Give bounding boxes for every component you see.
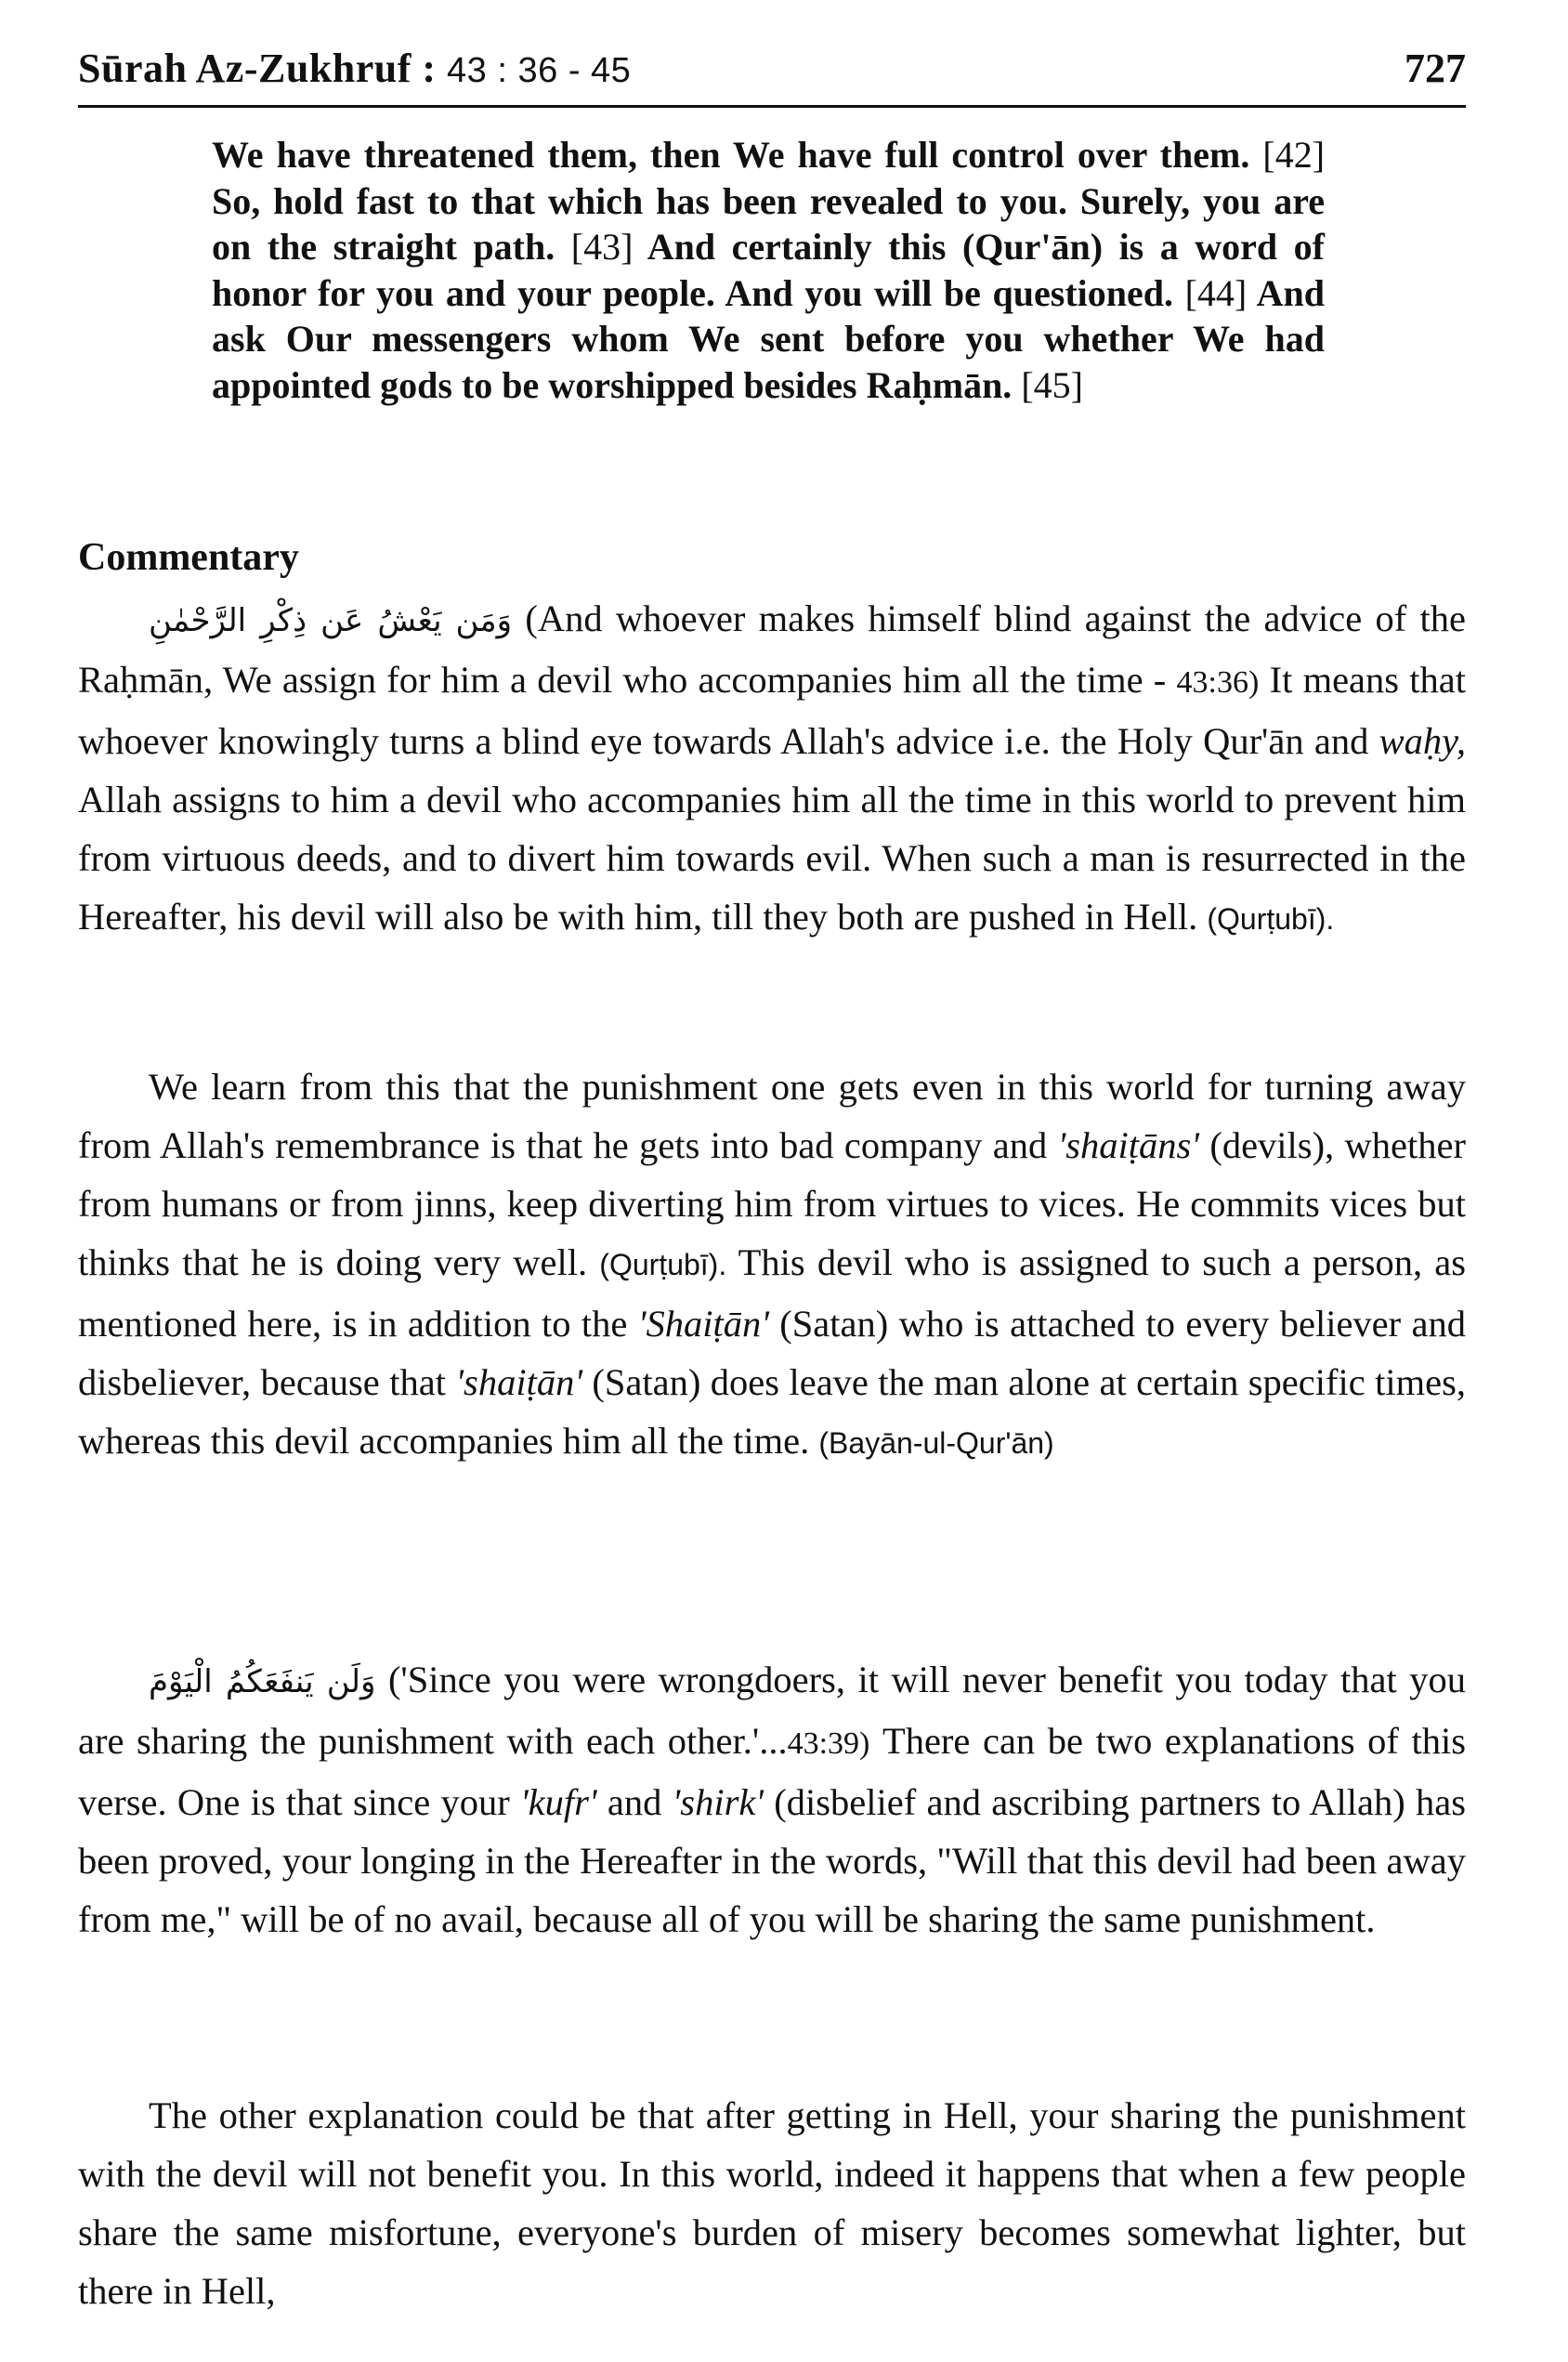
paragraph-text: and <box>607 1781 662 1823</box>
paragraph-text: We learn from this that the punishment one gets even in this world for turning away from Allah's remembrance is that he gets into bad company and <box>78 1066 1466 1166</box>
citation: (Qurṭubī). <box>1207 902 1335 936</box>
commentary-paragraph-2 <box>78 1057 1466 1473</box>
surah-name: Sūrah Az-Zukhruf : <box>78 46 437 91</box>
arabic-quote: وَمَن يَعْشُ عَن ذِكْرِ الرَّحْمٰنِ <box>149 602 513 639</box>
verse-text-45: And ask Our messengers whom We sent before you whether We had appointed gods to be worshipped besides Raḥmān. <box>212 271 1326 406</box>
paragraph-text: (Satan) does leave the man alone at certain specific times, whereas this devil accompanies him all the time. <box>78 1361 1467 1462</box>
paragraph-text: It means that whoever knowingly turns a blind eye towards Allah's advice i.e. the Holy Qur'ān and <box>78 659 1467 762</box>
surah-title <box>78 45 631 92</box>
italic-term: 'shirk' <box>672 1781 764 1823</box>
verse-ref-42: [42] <box>1262 134 1326 176</box>
italic-term: 'Shaiṭān' <box>637 1303 769 1345</box>
citation: (Qurṭubī). <box>599 1248 727 1281</box>
commentary-heading: Commentary <box>78 536 299 579</box>
paragraph-text: (devils), whether from humans or from jinns, keep diverting him from virtues to vices. He commits vices but thinks that he is doing very well. <box>78 1124 1466 1283</box>
verse-text-42: We have threatened them, then We have full control over them. <box>212 134 1250 176</box>
verse-ref-43: [43] <box>570 226 634 268</box>
paragraph-text: Allah assigns to him a devil who accompanies him all the time in this world to prevent him from virtuous deeds, and to divert him towards evil. When such a man is resurrected in the Hereafter, his devil will also be with him, till they both are pushed in Hell. <box>78 779 1466 938</box>
header-rule <box>78 105 1466 108</box>
paragraph-text: (Satan) who is attached to every believer and disbeliever, because that <box>78 1303 1467 1403</box>
page-number: 727 <box>1405 46 1466 91</box>
paragraph-text: The other explanation could be that after getting in Hell, your sharing the punishment with the devil will not benefit you. In this world, indeed it happens that when a few people share the same misfortune, everyone's burden of misery becomes somewhat lighter, but there in Hell, <box>78 2094 1466 2312</box>
commentary-paragraph-4 <box>78 2086 1466 2320</box>
running-header <box>78 39 1466 98</box>
paragraph-text: There can be two explanations of this verse. One is that since your <box>78 1720 1467 1823</box>
arabic-quote: وَلَن يَنفَعَكُمُ الْيَوْمَ <box>149 1663 376 1700</box>
verse-text-43: So, hold fast to that which has been revealed to you. Surely, you are on the straight path. <box>212 179 1325 268</box>
citation: (Bayān-ul-Qur'ān) <box>818 1426 1054 1460</box>
paragraph-text: (disbelief and ascribing partners to Allah) has been proved, your longing in the Hereafter in the words, "Will that this devil had been away from me," will be of no avail, because all of you will be sharing the same punishment. <box>78 1781 1467 1940</box>
verse-ref-45: [45] <box>1021 363 1083 406</box>
paragraph-text: This devil who is assigned to such a person, as mentioned here, is in addition to the <box>78 1241 1467 1345</box>
paragraph-text: ('Since you were wrongdoers, it will never benefit you today that you are sharing the punishment with each other.'... <box>78 1659 1467 1762</box>
verse-text-44: And certainly this (Qur'ān) is a word of honor for you and your people. And you will be questioned. <box>212 226 1325 314</box>
italic-term: 'shaiṭāns' <box>1057 1124 1199 1166</box>
verse-ref-44: [44] <box>1184 271 1248 314</box>
verse-range: 43 : 36 - 45 <box>447 51 632 90</box>
commentary-paragraph-1 <box>78 589 1466 949</box>
verse-reference: 43:36) <box>1176 665 1260 700</box>
commentary-paragraph-3 <box>78 1650 1466 1949</box>
verse-reference: 43:39) <box>787 1726 870 1761</box>
italic-term: 'kufr' <box>520 1781 597 1823</box>
paragraph-text: (And whoever makes himself blind against the advice of the Raḥmān, We assign for him a devil who accompanies him all the time - <box>78 597 1466 701</box>
italic-term: 'shaiṭān' <box>455 1361 582 1403</box>
italic-term: waḥy, <box>1379 720 1467 762</box>
verse-translation <box>212 132 1325 408</box>
